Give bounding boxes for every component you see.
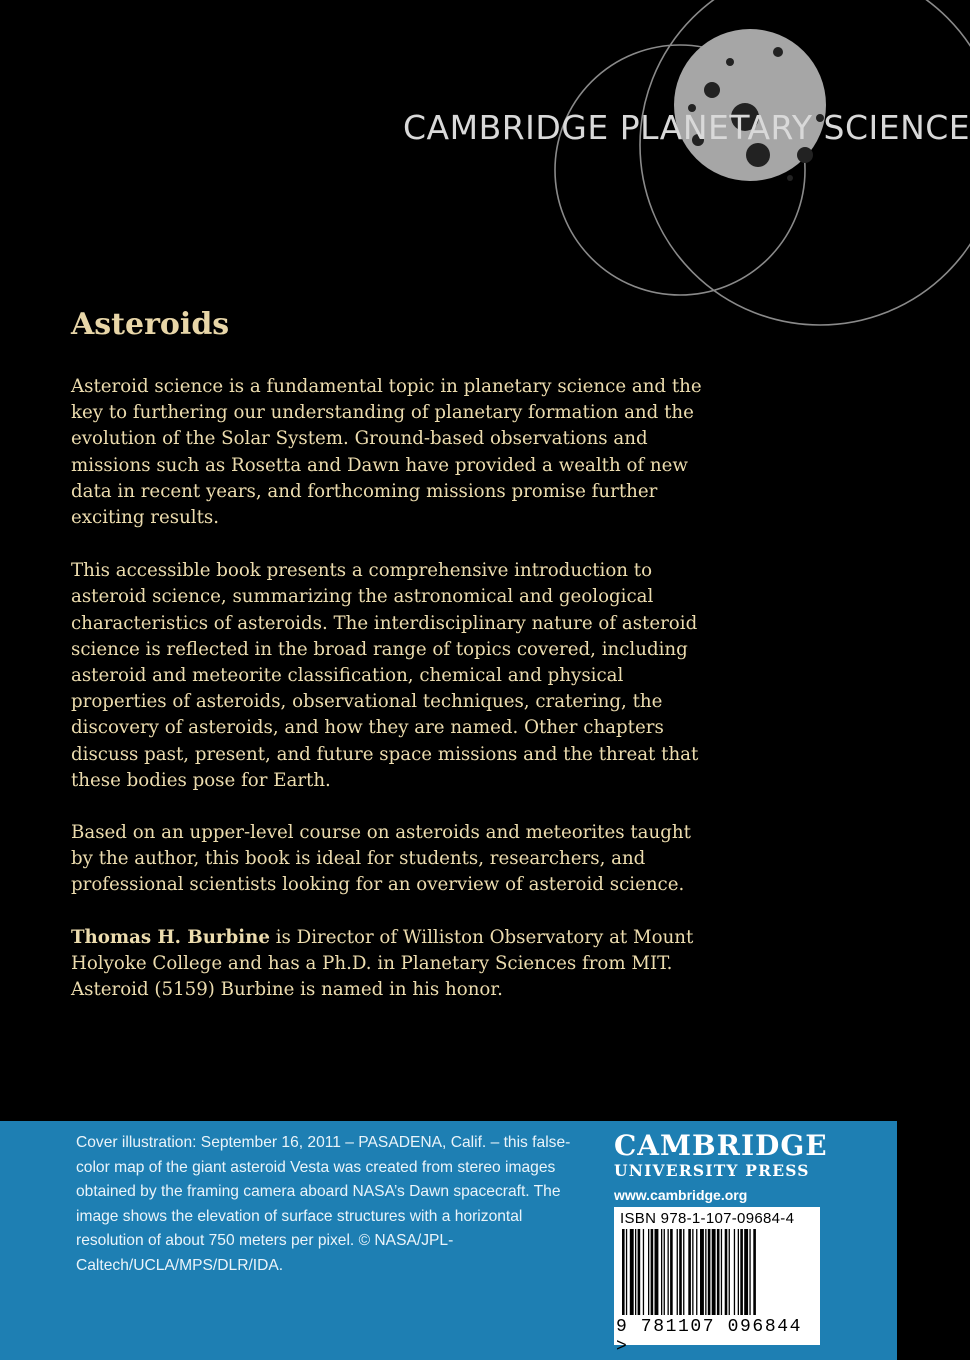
barcode [614, 1207, 820, 1357]
cover-illustration-credit: Cover illustration: September 16, 2011 – PASADENA, Calif. – this false-color map of the giant asteroid Vesta was created from stereo images obtained by the framing camera aboard NASA’s Dawn spacecraft. The image shows the elevation of surface structures with a horizontal resolution of about 750 meters per pixel. © NASA/JPL-Caltech/UCLA/MPS/DLR/IDA. [76, 1134, 571, 1274]
book-title: Asteroids [71, 307, 230, 342]
blurb-paragraph-1: Asteroid science is a fundamental topic in planetary science and the key to furthering our understanding of planetary formation and the evolution of the Solar System. Ground-based observations and missions such as Rosetta and Dawn have provided a wealth of new data in recent years, and forthcoming missions promise further exciting results. [71, 376, 702, 529]
blurb-paragraph-3: Based on an upper-level course on asteroids and meteorites taught by the author, this book is ideal for students, researchers, and professional scientists looking for an overview of asteroid science. [71, 822, 691, 896]
author-name: Thomas H. Burbine [71, 926, 270, 948]
publisher-press: UNIVERSITY PRESS [614, 1161, 810, 1180]
planet-orbit-illustration [0, 0, 970, 340]
publisher-name: CAMBRIDGE [614, 1129, 828, 1162]
author-bio-text: is Director of Williston Observatory at Mount Holyoke College and has a Ph.D. in Planetary Sciences from MIT. Asteroid (5159) Burbine is named in his honor. [71, 926, 694, 1001]
author-bio [71, 925, 711, 1004]
footer-band [0, 1121, 897, 1360]
blurb-paragraph-2: This accessible book presents a comprehensive introduction to asteroid science, summarizing the astronomical and geological characteristics of asteroids. The interdisciplinary nature of asteroid science is reflected in the broad range of topics covered, including asteroid and meteorite classification, chemical and physical properties of asteroids, observational techniques, cratering, the discovery of asteroids, and how they are named. Other chapters discuss past, present, and future space missions and the threat that these bodies pose for Earth. [71, 560, 699, 791]
publisher-url: www.cambridge.org [614, 1187, 748, 1203]
publisher-logo [614, 1129, 828, 1203]
isbn-text: ISBN 978-1-107-09684-4 [620, 1210, 795, 1227]
series-title: CAMBRIDGE PLANETARY SCIENCE [403, 108, 970, 147]
barcode-digits: 9 781107 096844 > [616, 1317, 803, 1357]
barcode-bars [620, 1229, 816, 1319]
blurb [71, 374, 711, 1029]
